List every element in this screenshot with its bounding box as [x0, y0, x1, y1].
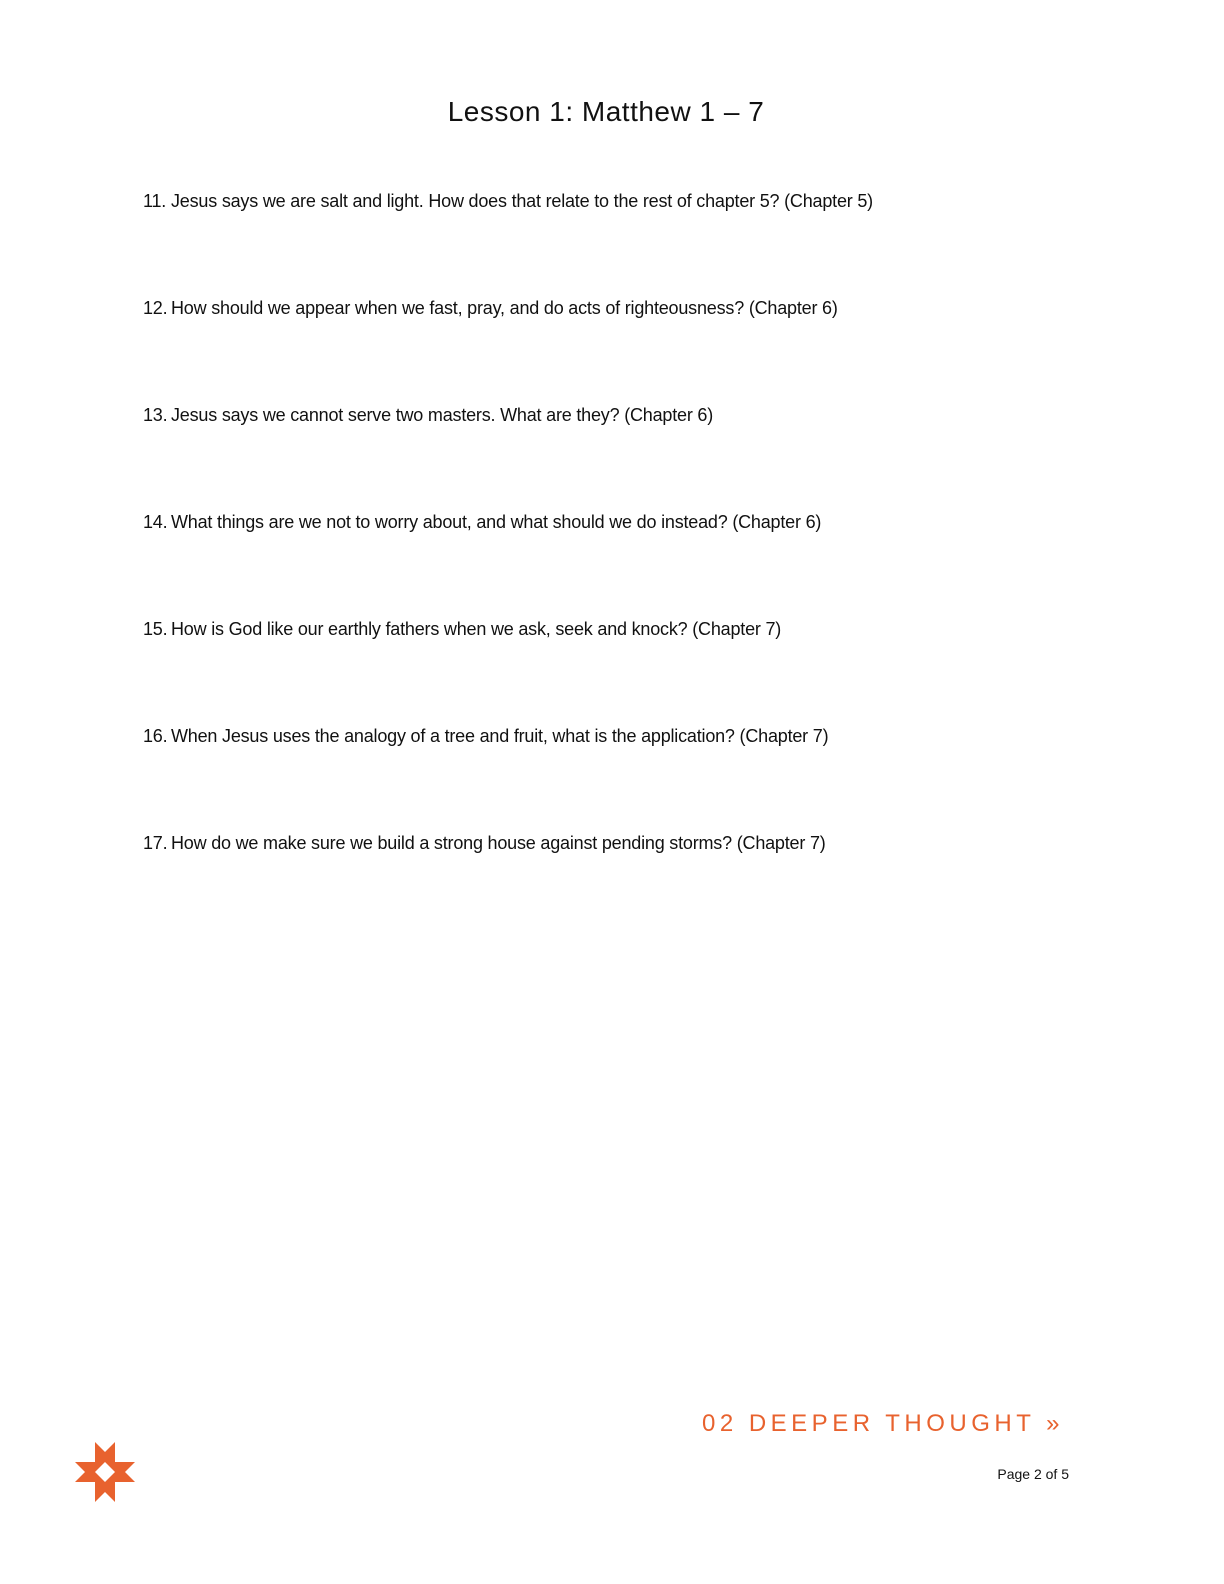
question-number: 12.	[143, 298, 168, 318]
question-text: Jesus says we cannot serve two masters. What are they? (Chapter 6)	[171, 405, 714, 425]
question-number: 13.	[143, 405, 168, 425]
question-text: How should we appear when we fast, pray, and do acts of righteousness? (Chapter 6)	[171, 298, 838, 318]
question-text: How is God like our earthly fathers when we ask, seek and knock? (Chapter 7)	[171, 619, 782, 639]
question-item	[143, 401, 1103, 508]
question-item	[143, 187, 1103, 294]
question-item	[143, 722, 1103, 829]
question-text: When Jesus uses the analogy of a tree and fruit, what is the application? (Chapter 7)	[171, 726, 829, 746]
section-label: 02 DEEPER THOUGHT »	[701, 1410, 1064, 1437]
question-number: 14.	[143, 512, 168, 532]
question-text: How do we make sure we build a strong house against pending storms? (Chapter 7)	[171, 833, 826, 853]
question-item	[143, 294, 1103, 401]
question-item	[143, 615, 1103, 722]
question-text: Jesus says we are salt and light. How does that relate to the rest of chapter 5? (Chapter 5)	[171, 191, 873, 211]
logo-icon	[74, 1441, 136, 1503]
question-number: 15.	[143, 619, 168, 639]
question-list	[143, 187, 1103, 936]
question-number: 11.	[143, 191, 167, 211]
question-item	[143, 508, 1103, 615]
question-text: What things are we not to worry about, and what should we do instead? (Chapter 6)	[171, 512, 822, 532]
question-item	[143, 829, 1103, 936]
page-number: Page 2 of 5	[997, 1466, 1069, 1482]
question-number: 17.	[143, 833, 168, 853]
page-title: Lesson 1: Matthew 1 – 7	[447, 96, 765, 127]
question-number: 16.	[143, 726, 168, 746]
